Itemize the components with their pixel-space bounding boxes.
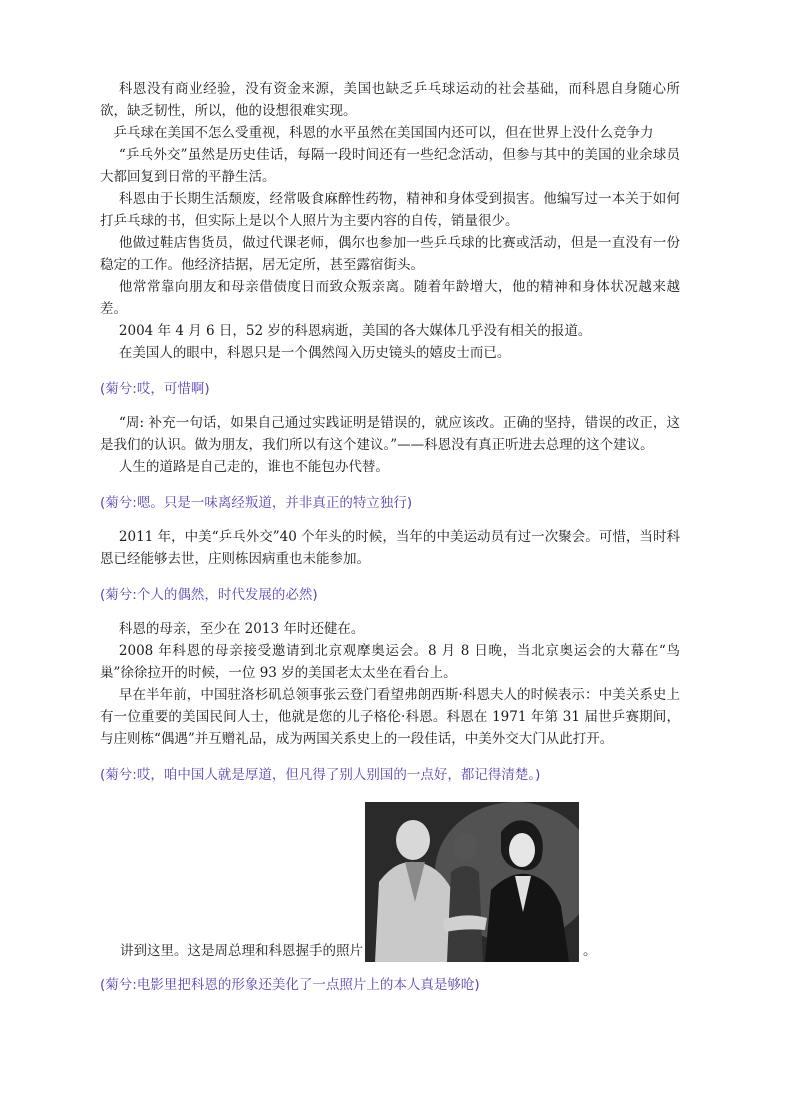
paragraph: 2011 年，中美“乒乓外交”40 个年头的时候，当年的中美运动员有过一次聚会。可惜，当时科恩已经能够去世，庄则栋因病重也未能参加。 [100,529,680,567]
photo-caption: 讲到这里。这是周总理和科恩握手的照片 [120,943,363,959]
comment-note: (菊兮:电影里把科恩的形象还美化了一点照片上的本人真是够呛) [100,977,480,993]
paragraph: 2004 年 4 月 6 日，52 岁的科恩病逝，美国的各大媒体几乎没有相关的报道。 [118,323,592,339]
photo-caption-end: 。 [583,943,597,959]
paragraph: 他常常靠向朋友和母亲借债度日而致众叛亲离。随着年龄增大，他的精神和身体状况越来越差。 [100,279,680,317]
paragraph: 人生的道路是自己走的，谁也不能包办代替。 [118,459,389,475]
comment-note: (菊兮:哎，可惜啊) [100,381,210,397]
comment-note: (菊兮:哎，咱中国人就是厚道，但凡得了别人别国的一点好，都记得清楚。) [100,767,541,783]
paragraph: 乒乓球在美国不怎么受重视，科恩的水平虽然在美国国内还可以，但在世界上没什么竞争力 [113,125,654,141]
paragraph: 科恩的母亲，至少在 2013 年时还健在。 [118,621,365,637]
quote-paragraph: “周: 补充一句话，如果自己通过实践证明是错误的，就应该改。正确的坚持，错误的改正，这是我们的认识。做为朋友，我们所以有这个建议。”——科恩没有真正听进去总理的这个建议。 [100,415,680,453]
handshake-photo-image [365,802,579,962]
paragraph: 科恩没有商业经验，没有资金来源，美国也缺乏乒乓球运动的社会基础，而科恩自身随心所欲，缺乏韧性，所以，他的设想很难实现。 [100,81,680,119]
paragraph: 早在半年前，中国驻洛杉矶总领事张云登门看望弗朗西斯·科恩夫人的时候表示：中美关系史上有一位重要的美国民间人士，他就是您的儿子格伦·科恩。科恩在 1971 年第 31 届世乒赛期间，与庄则栋“偶遇”并互赠礼品，成为两国关系史上的一段佳话，中美外交大门从此打开。 [100,687,680,747]
paragraph: 他做过鞋店售货员，做过代课老师，偶尔也参加一些乒乓球的比赛或活动，但是一直没有一份稳定的工作。他经济拮据，居无定所，甚至露宿街头。 [100,235,680,273]
handshake-photo [365,802,579,962]
document-page [100,78,680,996]
paragraph: “乒乓外交”虽然是历史佳话，每隔一段时间还有一些纪念活动，但参与其中的美国的业余球员大都回复到日常的平静生活。 [100,147,680,185]
comment-note: (菊兮:嗯。只是一味离经叛道，并非真正的特立独行) [100,495,413,511]
paragraph: 在美国人的眼中，科恩只是一个偶然闯入历史镜头的嬉皮士而已。 [118,345,511,361]
paragraph: 2008 年科恩的母亲接受邀请到北京观摩奥运会。8 月 8 日晚，当北京奥运会的大幕在“鸟巢”徐徐拉开的时候，一位 93 岁的美国老太太坐在看台上。 [100,643,680,681]
photo-caption-line [100,802,680,962]
comment-note: (菊兮:个人的偶然，时代发展的必然) [100,587,318,603]
paragraph: 科恩由于长期生活颓废，经常吸食麻醉性药物，精神和身体受到损害。他编写过一本关于如何打乒乓球的书，但实际上是以个人照片为主要内容的自传，销量很少。 [100,191,680,229]
